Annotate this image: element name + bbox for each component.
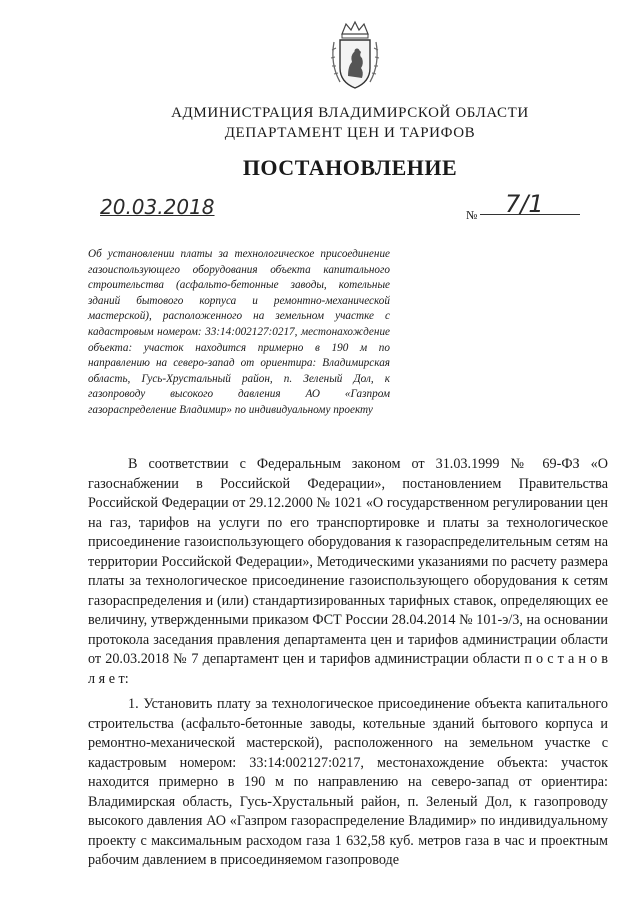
number-label: № bbox=[466, 208, 478, 222]
document-subject: Об установлении платы за технологическое присоединение газоиспользующего оборудования объекта капитального строительства (асфальто-бетонные заводы, котельные зданий бытового корпуса и ремонтно-механической мастерской), расположенного на земельном участке с кадастровым номером: 33:14:002127:0217, местонахождение объекта: участок находится примерно в 190 м по направлению на северо-запад от ориентира: Владимирская область, Гусь-Хрустальный район, п. Зеленый Дол, к газопроводу высокого давления АО «Газпром газораспределение Владимир» по индивидуальному проекту bbox=[88, 248, 390, 416]
coat-of-arms-icon bbox=[326, 20, 384, 92]
department-name: ДЕПАРТАМЕНТ ЦЕН И ТАРИФОВ bbox=[224, 125, 476, 141]
document-body bbox=[88, 455, 608, 871]
number-underline bbox=[480, 214, 580, 215]
body-paragraph-item-1: 1. Установить плату за технологическое присоединение объекта капитального строительства (асфальто-бетонные заводы, котельные зданий бытового корпуса и ремонтно-механической мастерской), расположенного на земельном участке с кадастровым номером: 33:14:002127:0217, местонахождение объекта: участок находится примерно в 190 м по направлению на северо-запад от ориентира: Владимирская область, Гусь-Хрустальный район, п. Зеленый Дол, к газопроводу высокого давления АО «Газпром газораспределение Владимир» по индивидуальному проекту с максимальным расходом газа 1 632,58 куб. метров газа в час и проектным рабочим давлением в присоединяемом газопроводе bbox=[88, 696, 608, 868]
document-number: 7/1 bbox=[505, 190, 544, 218]
org-name: АДМИНИСТРАЦИЯ ВЛАДИМИРСКОЙ ОБЛАСТИ bbox=[171, 105, 529, 121]
body-paragraph-preamble: В соответствии с Федеральным законом от 31.03.1999 № 69-ФЗ «О газоснабжении в Российской Федерации», постановлением Правительства Российской Федерации от 29.12.2000 № 1021 «О государственном регулировании цен на газ, тарифов на услуги по его транспортировке и платы за технологическое присоединение газоиспользующего оборудования к газораспределительным сетям на территории Российской Федерации», Методическими указаниями по расчету размера платы за технологическое присоединение газоиспользующего оборудования к сетям газораспределения и (или) стандартизированных тарифных ставок, определяющих ее величину, утвержденными приказом ФСТ России 28.04.2014 № 101-э/3, на основании протокола заседания правления департамента цен и тарифов администрации области от 20.03.2018 № 7 департамент цен и тарифов администрации области п о с т а н о в л я е т: bbox=[88, 456, 608, 687]
document-title: ПОСТАНОВЛЕНИЕ bbox=[242, 155, 458, 180]
document-date: 20.03.2018 bbox=[100, 195, 215, 219]
